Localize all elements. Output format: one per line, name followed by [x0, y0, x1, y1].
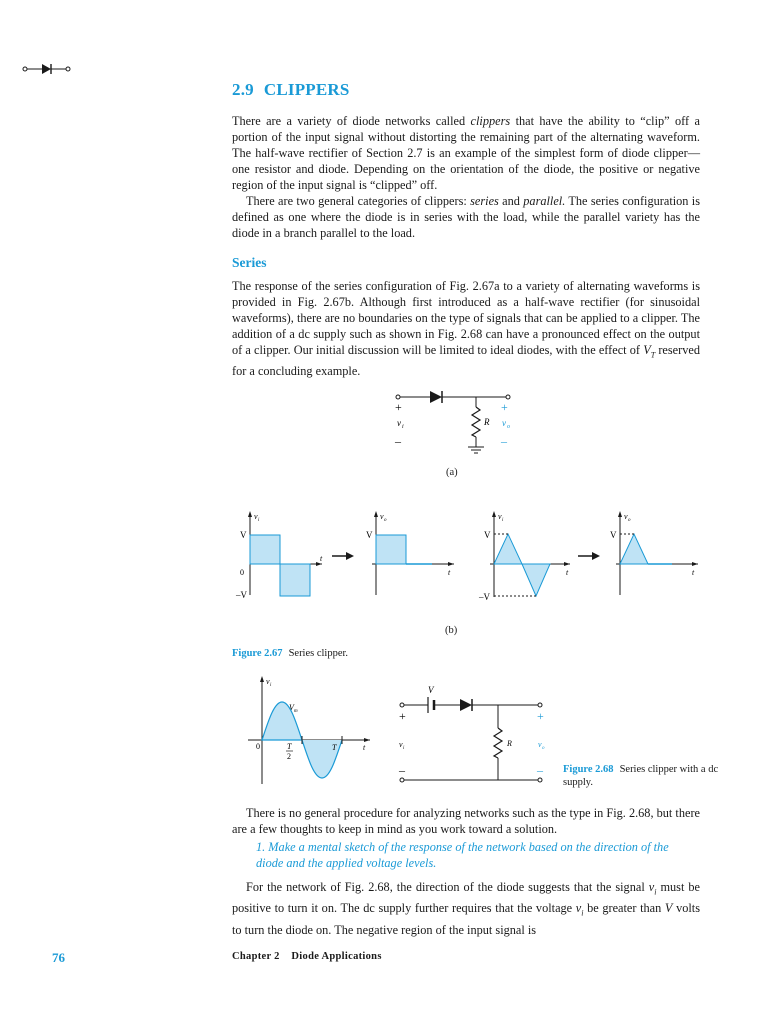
figure-267b-label: (b)	[445, 625, 458, 636]
svg-text:o: o	[628, 518, 631, 523]
svg-text:o: o	[384, 518, 387, 523]
series-heading: Series	[232, 255, 267, 270]
figure-267a-circuit	[380, 385, 530, 480]
figure-268-caption: Figure 2.68 Series clipper with a dc supply.	[563, 764, 719, 788]
series-paragraph: The response of the series configuration of Fig. 2.67a to a variety of alternating waveforms is provided in Fig. 2.67b. Although first introduced as a half-wave rectifier (for sinusoidal waveforms), there are no boundaries on the type of signals that can be applied to a clipper. The addition of a dc supply such as shown in Fig. 2.68 can have a pronounced effect on the output of a clipper. Our initial discussion will be limited to ideal diodes, with the effect of $V_T$ reserved for a concluding example.	[232, 279, 700, 379]
svg-text:–: –	[399, 763, 405, 777]
figure-267-caption: Figure 2.67 Series clipper.	[232, 648, 349, 659]
section-title-text: CLIPPERS	[263, 80, 350, 99]
svg-text:V: V	[428, 685, 434, 695]
diode-symbol-icon	[22, 62, 72, 76]
figure-268-circuit	[392, 682, 552, 790]
svg-text:v: v	[399, 740, 403, 749]
svg-text:t: t	[566, 568, 569, 577]
svg-text:+: +	[537, 709, 544, 723]
svg-text:V: V	[240, 530, 247, 540]
svg-text:–: –	[501, 434, 507, 448]
paragraph-3: There is no general procedure for analyzing networks such as the type in Fig. 2.68, but there are a few thoughts to keep in mind as you work toward a solution.	[232, 806, 700, 836]
svg-text:+: +	[501, 400, 508, 414]
svg-text:i: i	[402, 424, 404, 430]
figure-267a-label: (a)	[446, 467, 458, 478]
svg-text:R: R	[484, 417, 490, 427]
figure-267b-waveforms	[232, 505, 702, 620]
svg-text:v: v	[254, 512, 258, 521]
svg-text:2: 2	[287, 752, 291, 761]
svg-text:0: 0	[256, 742, 260, 751]
paragraph-4: For the network of Fig. 2.68, the direction of the diode suggests that the signal $v_i$ must be positive to turn it on. The dc supply further requires that the voltage $v_i$ be greater than V volts to turn the diode on. The negative region of the input signal is	[232, 880, 701, 937]
svg-text:t: t	[363, 743, 366, 752]
svg-text:i: i	[502, 518, 504, 523]
svg-text:v: v	[502, 418, 506, 428]
svg-text:i: i	[403, 746, 405, 751]
svg-text:t: t	[448, 568, 451, 577]
section-number: 2.9	[232, 80, 254, 99]
bullet-item-1: 1. Make a mental sketch of the response of the network based on the direction of the diode and the applied voltage levels.	[256, 840, 669, 870]
svg-text:–V: –V	[236, 590, 247, 600]
svg-text:t: t	[692, 568, 695, 577]
svg-text:V: V	[610, 530, 617, 540]
intro-paragraph-1: There are a variety of diode networks called clippers that have the ability to “clip” off a portion of the input signal without distorting the remaining part of the alternating waveform. The half-wave rectifier of Section 2.7 is an example of the simplest form of diode clipper—one resistor and diode. Depending on the orientation of the diode, the positive or negative region of the input signal is “clipped” off.	[232, 114, 700, 192]
svg-text:v: v	[266, 677, 270, 686]
page-number: 76	[52, 950, 65, 965]
svg-text:v: v	[380, 512, 384, 521]
svg-text:R: R	[507, 739, 512, 748]
resistor-icon	[494, 728, 502, 758]
diode-icon	[460, 699, 472, 711]
svg-text:i: i	[270, 683, 272, 688]
svg-text:V: V	[484, 530, 491, 540]
section-title	[232, 80, 360, 100]
svg-text:+: +	[399, 709, 406, 723]
svg-text:V: V	[289, 703, 294, 712]
svg-text:T: T	[332, 743, 337, 752]
svg-text:+: +	[395, 400, 402, 414]
svg-text:0: 0	[240, 568, 244, 577]
svg-text:v: v	[498, 512, 502, 521]
svg-text:t: t	[320, 554, 323, 563]
svg-text:T: T	[287, 742, 292, 751]
svg-text:–: –	[395, 434, 401, 448]
svg-text:v: v	[624, 512, 628, 521]
figure-268-sine-input	[232, 672, 382, 790]
svg-text:–V: –V	[479, 592, 490, 602]
svg-text:m: m	[294, 709, 298, 714]
svg-text:o: o	[542, 746, 545, 751]
svg-text:i: i	[258, 518, 260, 523]
chapter-footer: Chapter 2 Diode Applications	[232, 951, 382, 962]
svg-text:v: v	[397, 418, 401, 428]
svg-text:v: v	[538, 740, 542, 749]
svg-text:V: V	[366, 530, 373, 540]
diode-icon	[430, 391, 442, 403]
intro-paragraph-2: There are two general categories of clippers: series and parallel. The series configuration is defined as one where the diode is in series with the load, while the parallel variety has the diode in a branch parallel to the load.	[232, 194, 700, 240]
svg-text:–: –	[537, 763, 543, 777]
resistor-icon	[472, 407, 480, 437]
svg-text:o: o	[507, 424, 510, 430]
